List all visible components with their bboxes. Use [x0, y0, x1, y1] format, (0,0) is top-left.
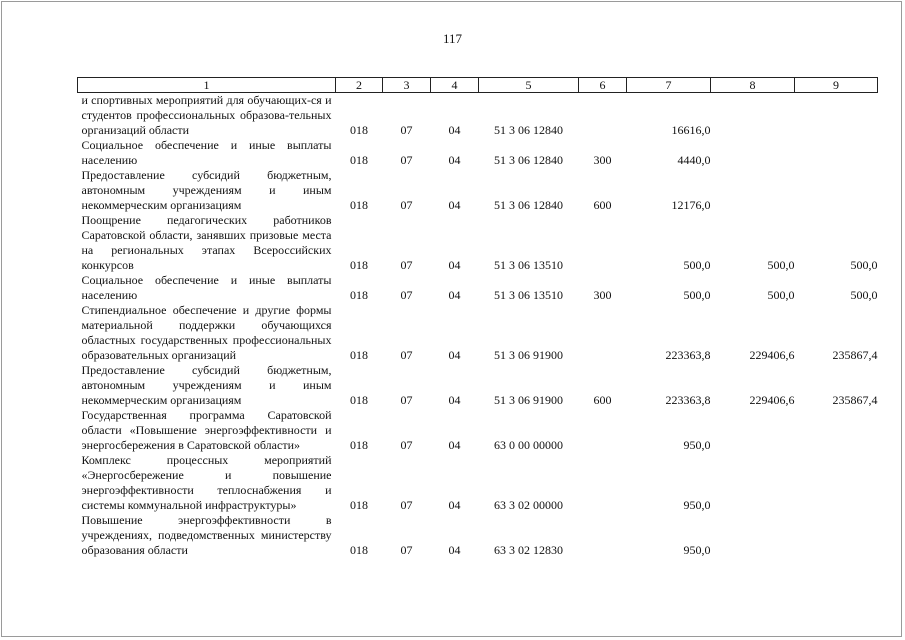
row-name: Государственная программа Саратовской области «Повышение энергоэффективности и энергосбережения в Саратовской области»	[81, 408, 332, 452]
column-header: 7	[627, 78, 711, 93]
cell-amount-1: 223363,8	[665, 393, 711, 407]
row-name: Социальное обеспечение и иные выплаты населению	[81, 273, 332, 302]
cell-amount-3	[795, 513, 878, 558]
cell-section: 07	[400, 543, 413, 557]
cell-amount-3	[795, 453, 878, 513]
cell-subsection: 04	[448, 393, 461, 407]
table-row	[78, 513, 878, 558]
cell-ministry: 018	[350, 348, 368, 362]
budget-table	[77, 77, 878, 558]
cell-amount-2: 500,0	[767, 288, 795, 302]
cell-expense-type: 300	[593, 153, 612, 167]
cell-amount-3: 500,0	[850, 258, 878, 272]
cell-ministry: 018	[350, 498, 368, 512]
cell-ministry: 018	[350, 543, 368, 557]
cell-ministry: 018	[350, 393, 368, 407]
cell-section: 07	[400, 438, 413, 452]
column-number-header	[78, 78, 878, 93]
row-name: Предоставление субсидий бюджетным, автономным учреждениям и иным некоммерческим организациям	[81, 363, 332, 407]
cell-amount-2: 229406,6	[749, 393, 795, 407]
table-row	[78, 168, 878, 213]
cell-amount-3	[795, 168, 878, 213]
cell-section: 07	[400, 288, 413, 302]
cell-amount-2	[711, 408, 795, 453]
cell-subsection: 04	[448, 498, 461, 512]
column-header: 2	[336, 78, 383, 93]
table-row	[78, 408, 878, 453]
cell-amount-1: 950,0	[683, 498, 711, 512]
cell-target-code: 51 3 06 13510	[494, 288, 563, 302]
cell-section: 07	[400, 258, 413, 272]
cell-subsection: 04	[448, 258, 461, 272]
row-name: и спортивных мероприятий для обучающих-ся и студентов профессиональных образова-тельных организаций области	[81, 93, 332, 137]
cell-amount-2	[711, 168, 795, 213]
cell-expense-type	[579, 213, 627, 273]
cell-amount-1: 500,0	[683, 258, 711, 272]
cell-subsection: 04	[448, 123, 461, 137]
cell-section: 07	[400, 393, 413, 407]
cell-amount-2	[711, 93, 795, 139]
cell-expense-type: 600	[593, 198, 612, 212]
cell-target-code: 51 3 06 91900	[494, 348, 563, 362]
cell-amount-1: 500,0	[683, 288, 711, 302]
cell-amount-1: 16616,0	[671, 123, 711, 137]
cell-subsection: 04	[448, 198, 461, 212]
page-number: 117	[442, 31, 463, 46]
row-name: Стипендиальное обеспечение и другие формы материальной поддержки обучающихся областных государственных профессиональных образовательных организаций	[81, 303, 332, 362]
cell-expense-type: 300	[593, 288, 612, 302]
cell-amount-3	[795, 93, 878, 139]
table-row	[78, 453, 878, 513]
cell-subsection: 04	[448, 438, 461, 452]
cell-ministry: 018	[350, 438, 368, 452]
cell-section: 07	[400, 348, 413, 362]
column-header: 4	[431, 78, 479, 93]
cell-target-code: 51 3 06 13510	[494, 258, 563, 272]
row-name: Повышение энергоэффективности в учреждениях, подведомственных министерству образования области	[81, 513, 332, 557]
cell-expense-type: 600	[593, 393, 612, 407]
cell-expense-type	[579, 303, 627, 363]
cell-amount-3: 500,0	[850, 288, 878, 302]
cell-ministry: 018	[350, 198, 368, 212]
cell-ministry: 018	[350, 258, 368, 272]
column-header: 1	[78, 78, 336, 93]
column-header: 9	[795, 78, 878, 93]
cell-subsection: 04	[448, 288, 461, 302]
cell-amount-2	[711, 138, 795, 168]
cell-expense-type	[579, 93, 627, 139]
table-row	[78, 138, 878, 168]
row-name: Предоставление субсидий бюджетным, автономным учреждениям и иным некоммерческим организациям	[81, 168, 332, 212]
table-row	[78, 93, 878, 139]
cell-subsection: 04	[448, 543, 461, 557]
cell-amount-3: 235867,4	[832, 348, 878, 362]
column-header: 5	[479, 78, 579, 93]
cell-amount-2	[711, 513, 795, 558]
cell-ministry: 018	[350, 153, 368, 167]
cell-ministry: 018	[350, 288, 368, 302]
cell-subsection: 04	[448, 348, 461, 362]
cell-expense-type	[579, 513, 627, 558]
cell-amount-2	[711, 453, 795, 513]
cell-section: 07	[400, 198, 413, 212]
cell-expense-type	[579, 453, 627, 513]
cell-target-code: 51 3 06 12840	[494, 153, 563, 167]
cell-amount-1: 12176,0	[671, 198, 711, 212]
cell-target-code: 51 3 06 12840	[494, 198, 563, 212]
cell-amount-2: 229406,6	[749, 348, 795, 362]
cell-amount-1: 223363,8	[665, 348, 711, 362]
cell-subsection: 04	[448, 153, 461, 167]
cell-target-code: 63 3 02 00000	[494, 498, 563, 512]
table-row	[78, 273, 878, 303]
table-row	[78, 363, 878, 408]
cell-amount-2: 500,0	[767, 258, 795, 272]
cell-amount-1: 4440,0	[677, 153, 711, 167]
cell-section: 07	[400, 153, 413, 167]
cell-amount-1: 950,0	[683, 543, 711, 557]
cell-ministry: 018	[350, 123, 368, 137]
row-name: Социальное обеспечение и иные выплаты населению	[81, 138, 332, 167]
cell-section: 07	[400, 123, 413, 137]
cell-expense-type	[579, 408, 627, 453]
row-name: Комплекс процессных мероприятий «Энергосбережение и повышение энергоэффективности теплоснабжения и системы коммунальной инфраструктуры»	[81, 453, 332, 512]
table-row	[78, 303, 878, 363]
cell-section: 07	[400, 498, 413, 512]
row-name: Поощрение педагогических работников Саратовской области, занявших призовые места на региональных этапах Всероссийских конкурсов	[81, 213, 332, 272]
cell-target-code: 63 0 00 00000	[494, 438, 563, 452]
cell-target-code: 51 3 06 91900	[494, 393, 563, 407]
cell-amount-3	[795, 408, 878, 453]
column-header: 6	[579, 78, 627, 93]
cell-target-code: 63 3 02 12830	[494, 543, 563, 557]
column-header: 3	[383, 78, 431, 93]
cell-amount-3	[795, 138, 878, 168]
table-row	[78, 213, 878, 273]
cell-amount-1: 950,0	[683, 438, 711, 452]
column-header: 8	[711, 78, 795, 93]
cell-amount-3: 235867,4	[832, 393, 878, 407]
cell-target-code: 51 3 06 12840	[494, 123, 563, 137]
